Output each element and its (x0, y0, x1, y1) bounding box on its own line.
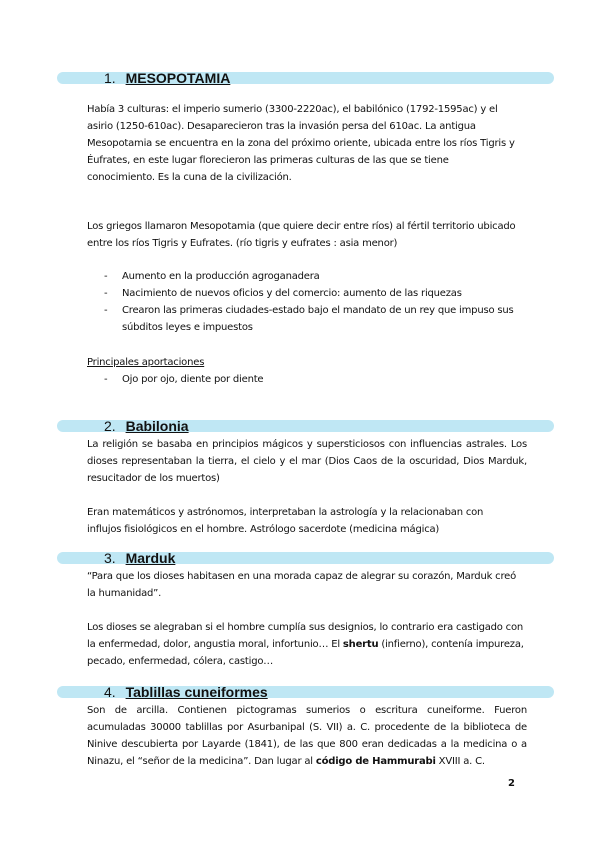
section-heading-4 (104, 684, 268, 700)
section-number: 1. (104, 70, 116, 86)
paragraph-text: Los dioses se alegraban si el hombre cumplía sus designios, lo contrario era castigado con la enfermedad, dolor, angustia moral, infortunio… El (87, 622, 524, 650)
section-title: Babilonia (125, 418, 189, 434)
paragraph-text: Son de arcilla. Contienen pictogramas sumerios o escritura cuneiforme. Fueron acumuladas 30000 tablillas por Asurbanipal (S. VII) a. C. procedente de la biblioteca de Ninive descubierta por Layarde (1841), de las que 800 eran dedicadas a la medicina o a Ninazu, el “señor de la medicina”. Dan lugar al (87, 705, 527, 767)
bullet-list (104, 268, 524, 336)
paragraph (87, 702, 527, 770)
list-item: - Crearon las primeras ciudades-estado bajo el mandato de un rey que impuso sus súbditos leyes e impuestos (104, 305, 514, 333)
list-item: - Ojo por ojo, diente por diente (104, 374, 264, 385)
section-number: 3. (104, 550, 116, 566)
list-item-text: Aumento en la producción agroganadera (122, 271, 320, 282)
list-item: - Nacimiento de nuevos oficios y del comercio: aumento de las riquezas (104, 288, 462, 299)
list-item-text: Crearon las primeras ciudades-estado bajo el mandato de un rey que impuso sus súbditos leyes e impuestos (122, 305, 514, 333)
list-item-text: Ojo por ojo, diente por diente (122, 374, 264, 385)
quote-paragraph: “Para que los dioses habitasen en una morada capaz de alegrar su corazón, Marduk creó la humanidad”. (87, 571, 517, 599)
paragraph (87, 619, 527, 670)
paragraph: La religión se basaba en principios mágicos y supersticiosos con influencias astrales. Los dioses representaban la tierra, el cielo y el mar (Dios Caos de la oscuridad, Dios Marduk, resucitador de los muertos) (87, 439, 527, 484)
section-number: 2. (104, 418, 116, 434)
paragraph: Eran matemáticos y astrónomos, interpretaban la astrología y la relacionaban con influjos fisiológicos en el hombre. Astrólogo sacerdote (medicina mágica) (87, 507, 484, 535)
paragraph: Los griegos llamaron Mesopotamia (que quiere decir entre ríos) al fértil territorio ubicado entre los ríos Tigris y Eufrates. (río tigris y eufrates : asia menor) (87, 221, 516, 249)
page-number: 2 (508, 778, 515, 789)
paragraph-text: XVIII a. C. (435, 756, 485, 767)
section-heading-3 (104, 550, 175, 566)
bullet-list (104, 371, 524, 388)
subheading: Principales aportaciones (87, 357, 205, 368)
list-item: - Aumento en la producción agroganadera (104, 271, 320, 282)
section-title: Tablillas cuneiformes (125, 684, 268, 700)
paragraph-text: (infierno), contenía impureza, pecado, enfermedad, cólera, castigo… (87, 639, 524, 667)
bold-term: shertu (342, 639, 379, 650)
bold-term: código de Hammurabi (315, 756, 436, 767)
section-number: 4. (104, 684, 116, 700)
section-heading-2 (104, 418, 189, 434)
list-item-text: Nacimiento de nuevos oficios y del comercio: aumento de las riquezas (122, 288, 462, 299)
section-title: MESOPOTAMIA (125, 70, 231, 86)
paragraph: Había 3 culturas: el imperio sumerio (3300-2220ac), el babilónico (1792-1595ac) y el asirio (1250-610ac). Desaparecieron tras la invasión persa del 610ac. La antigua Mesopotamia se encuentra en la zona del próximo oriente, ubicada entre los ríos Tigris y Éufrates, en este lugar florecieron las primeras culturas de las que se tiene conocimiento. Es la cuna de la civilización. (87, 104, 515, 183)
section-heading-1 (104, 70, 230, 86)
section-title: Marduk (125, 550, 176, 566)
